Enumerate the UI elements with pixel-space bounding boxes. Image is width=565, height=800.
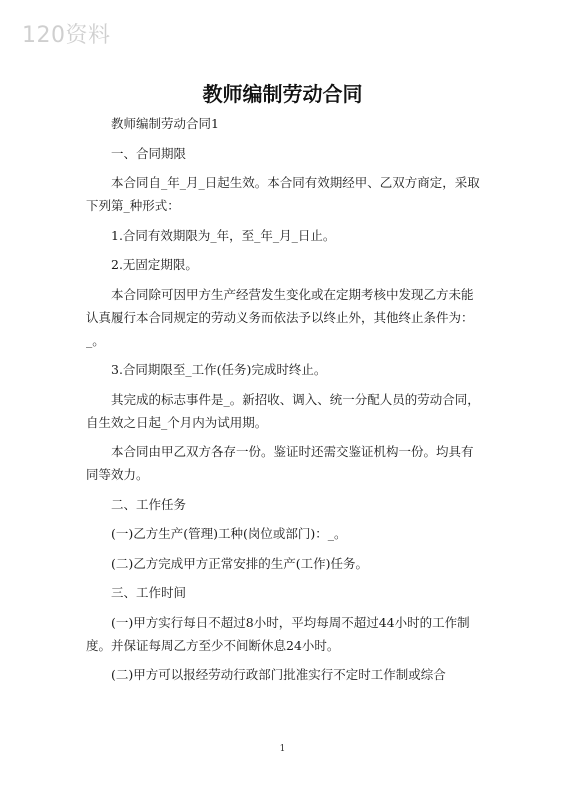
watermark: 120资料 — [22, 23, 111, 48]
paragraph: 1.合同有效期限为_年，至_年_月_日止。 — [111, 227, 336, 243]
paragraph: 本合同除可因甲方生产经营发生变化或在定期考核中发现乙方未能认真履行本合同规定的劳动义务而依法予以终止外，其他终止条件为：_。 — [86, 286, 474, 348]
paragraph: 其完成的标志事件是_。新招收、调入、统一分配人员的劳动合同，自生效之日起_个月内为试用期。 — [86, 391, 480, 430]
paragraph: 2.无固定期限。 — [111, 257, 198, 272]
paragraph: 本合同由甲乙双方各存一份。鉴证时还需交鉴证机构一份。均具有同等效力。 — [86, 444, 474, 482]
paragraph: (一)甲方实行每日不超过8小时，平均每周不超过44小时的工作制度。并保证每周乙方至少不间断休息24小时。 — [86, 614, 470, 653]
section-heading-hours: 三、工作时间 — [111, 585, 187, 600]
page-number: 1 — [279, 744, 286, 754]
document-body — [86, 112, 484, 693]
paragraph: 3.合同期限至_工作(任务)完成时终止。 — [111, 362, 327, 377]
paragraph: 本合同自_年_月_日起生效。本合同有效期经甲、乙双方商定，采取下列第_种形式： — [86, 175, 480, 213]
subtitle: 教师编制劳动合同1 — [111, 116, 219, 131]
paragraph: (一)乙方生产(管理)工种(岗位或部门)：_。 — [111, 526, 347, 541]
paragraph: (二)乙方完成甲方正常安排的生产(工作)任务。 — [111, 555, 369, 571]
paragraph: (二)甲方可以报经劳动行政部门批准实行不定时工作制或综合 — [111, 667, 446, 682]
section-heading-term: 一、合同期限 — [111, 145, 187, 161]
document-title: 教师编制劳动合同 — [202, 82, 363, 106]
section-heading-tasks: 二、工作任务 — [111, 496, 187, 512]
